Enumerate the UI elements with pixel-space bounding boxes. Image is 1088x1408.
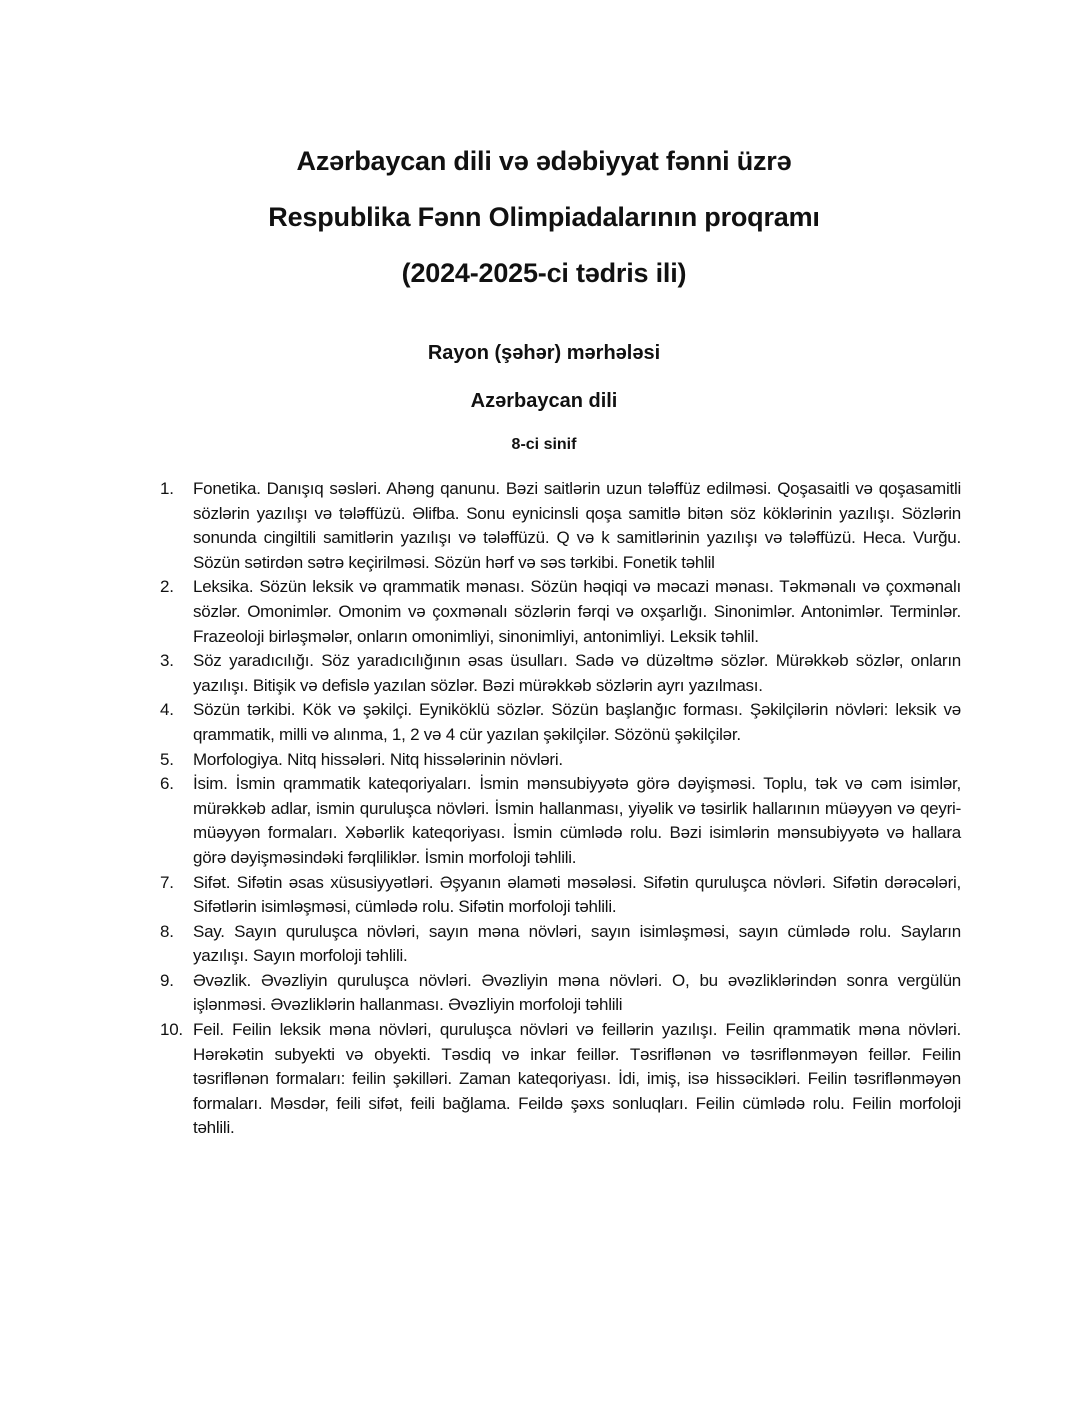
document-title (0, 133, 1088, 301)
topic-item (160, 871, 961, 920)
topic-item (160, 772, 961, 870)
topic-item (160, 748, 961, 773)
topic-item (160, 477, 961, 575)
topic-text: Sifət. Sifətin əsas xüsusiyyətləri. Əşyanın əlaməti məsələsi. Sifətin quruluşca növləri. Sifətin dərəcələri, Sifətlərin isimləşməsi, cümlədə rolu. Sifətin morfoloji təhlili. (193, 872, 961, 917)
topic-number: 6. (160, 774, 174, 794)
grade-heading: 8-ci sinif (511, 436, 577, 453)
topic-number: 5. (160, 749, 174, 769)
topic-item (160, 1018, 961, 1141)
topic-list (160, 477, 961, 1141)
topic-number: 9. (160, 970, 174, 990)
topic-number: 4. (160, 700, 174, 720)
topic-text: İsim. İsmin qrammatik kateqoriyaları. İsmin mənsubiyyətə görə dəyişməsi. Toplu, tək və cəm isimlər, mürəkkəb adlar, ismin quruluşca növləri. İsmin hallanması, yiyəlik və təsirlik hallarının müəyyən və qeyri-müəyyən formaları. Xəbərlik kateqoriyası. İsmin cümlədə rolu. Bəzi isimlərin mənsubiyyətə və hallara görə dəyişməsindəki fərqliliklər. İsmin morfoloji təhlili. (193, 774, 961, 867)
topic-number: 10. (160, 1020, 183, 1040)
topic-item (160, 649, 961, 698)
title-line: Azərbaycan dili və ədəbiyyat fənni üzrə (296, 146, 792, 176)
title-line: (2024-2025-ci tədris ili) (401, 258, 687, 288)
topic-text: Leksika. Sözün leksik və qrammatik mənası. Sözün həqiqi və məcazi mənası. Təkmənalı və çoxmənalı sözlər. Omonimlər. Omonim və çoxmənalı sözlərin fərqi və oxşarlığı. Sinonimlər. Antonimlər. Terminlər. Frazeoloji birləşmələr, onların omonimliyi, sinonimliyi, antonimliyi. Leksik təhlil. (193, 577, 961, 646)
topic-item (160, 969, 961, 1018)
topic-number: 8. (160, 921, 174, 941)
topic-number: 1. (160, 479, 174, 498)
topic-text: Say. Sayın quruluşca növləri, sayın məna növləri, sayın isimləşməsi, sayın cümlədə rolu. Sayların yazılışı. Sayın morfoloji təhlili. (193, 921, 961, 966)
title-line: Respublika Fənn Olimpiadalarının proqramı (268, 202, 820, 232)
topic-number: 2. (160, 577, 174, 597)
topic-text: Fonetika. Danışıq səsləri. Ahəng qanunu. Bəzi saitlərin uzun tələffüz edilməsi. Qoşasaitli və qoşasamitli sözlərin yazılışı və tələffüzü. Əlifba. Sonu eynicinsli qoşa samitlə bitən söz köklərinin yazılışı. Sözlərin sonunda cingiltili samitlərin yazılışı və tələffüzü. Q və k samitlərinin yazılışı və tələffüzü. Heca. Vurğu. Sözün sətirdən sətrə keçirilməsi. Sözün hərf və səs tərkibi. Fonetik təhlil (193, 479, 961, 572)
topic-item (160, 920, 961, 969)
topic-number: 7. (160, 872, 174, 892)
topic-text: Sözün tərkibi. Kök və şəkilçi. Eyniköklü sözlər. Sözün başlanğıc forması. Şəkilçilərin növləri: leksik və qrammatik, milli və alınma, 1, 2 və 4 cür yazılan şəkilçilər. Sözönü şəkilçilər. (193, 700, 961, 744)
topic-text: Morfologiya. Nitq hissələri. Nitq hissələrinin növləri. (193, 749, 563, 769)
stage-heading: Rayon (şəhər) mərhələsi (427, 342, 661, 364)
topic-text: Əvəzlik. Əvəzliyin quruluşca növləri. Əvəzliyin məna növləri. O, bu əvəzliklərindən sonra vergülün işlənməsi. Əvəzliklərin hallanması. Əvəzliyin morfoloji təhlili (193, 970, 961, 1015)
subject-heading: Azərbaycan dili (470, 390, 618, 412)
topic-number: 3. (160, 651, 174, 671)
topic-text: Söz yaradıcılığı. Söz yaradıcılığının əsas üsulları. Sadə və düzəltmə sözlər. Mürəkkəb sözlər, onların yazılışı. Bitişik və defislə yazılan sözlər. Bəzi mürəkkəb sözlərin ayrı yazılması. (193, 651, 961, 695)
topic-item (160, 575, 961, 649)
topic-item (160, 698, 961, 747)
topic-text: Feil. Feilin leksik məna növləri, quruluşca növləri və feillərin yazılışı. Feilin qrammatik məna növləri. Hərəkətin subyekti və obyekti. Təsdiq və inkar feillər. Təsriflənən və təsriflənməyən feillər. Feilin təsriflənən formaları: feilin şəkilləri. Zaman kateqoriyası. İdi, imiş, isə hissəcikləri. Feilin təsriflənməyən formaları. Məsdər, feili sifət, feili bağlama. Feildə şəxs sonluqları. Feilin cümlədə rolu. Feilin morfoloji təhlili. (193, 1020, 961, 1138)
